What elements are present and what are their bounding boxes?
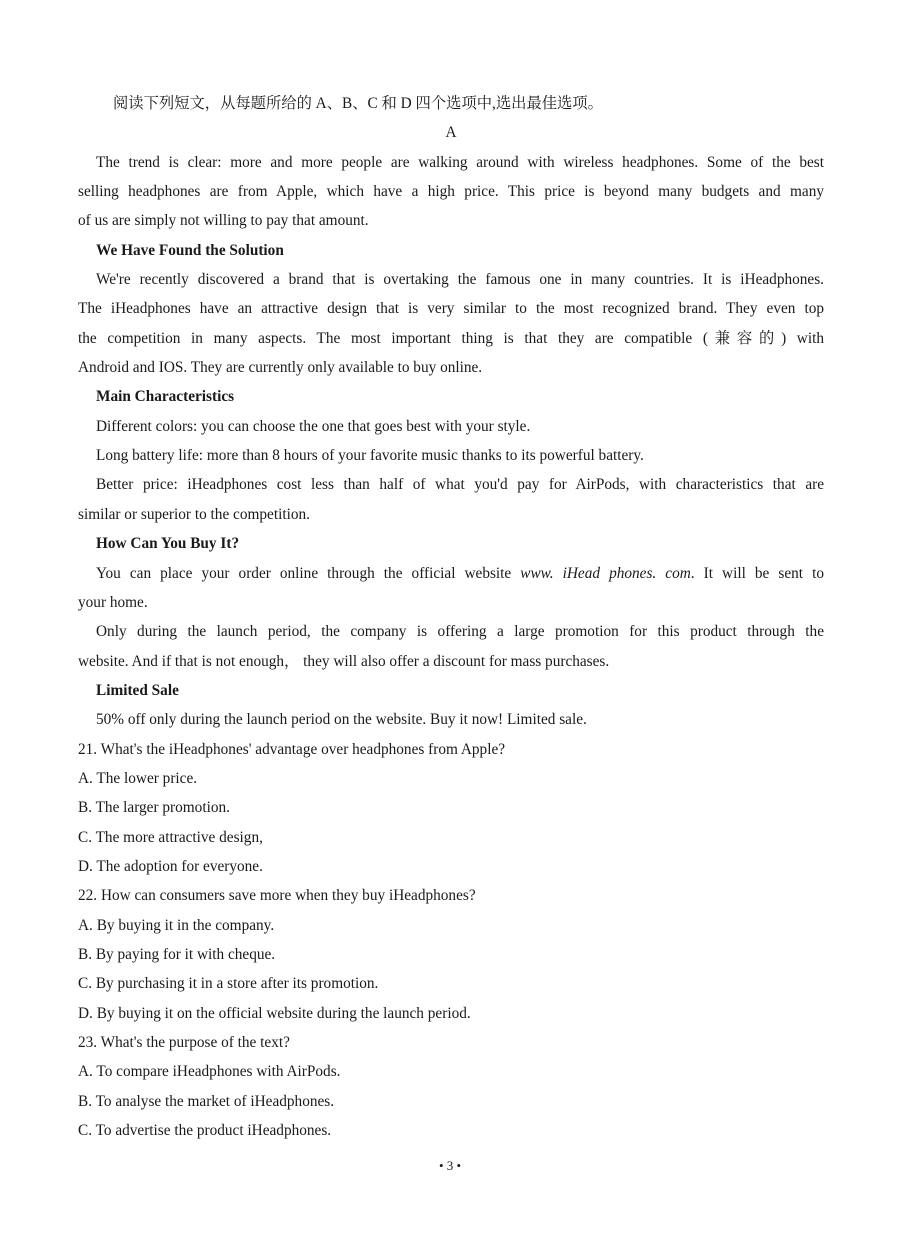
website-url: www. iHead phones. com <box>520 564 691 582</box>
option: C. The more attractive design, <box>78 828 263 846</box>
option: A. To compare iHeadphones with AirPods. <box>78 1063 341 1081</box>
paragraph-2-line: Android and IOS. They are currently only available to buy online. <box>78 359 483 377</box>
option: A. The lower price. <box>78 769 198 787</box>
option: B. To analyse the market of iHeadphones. <box>78 1092 335 1110</box>
characteristic-colors: Different colors: you can choose the one that goes best with your style. <box>96 417 531 435</box>
heading-solution: We Have Found the Solution <box>96 241 284 259</box>
heading-buy: How Can You Buy It? <box>96 535 240 553</box>
option: B. The larger promotion. <box>78 799 230 817</box>
paragraph-2-line: the competition in many aspects. The most important thing is that they are compatible (兼容的) with <box>78 329 824 347</box>
paragraph-promotion-line: Only during the launch period, the company is offering a large promotion for this product through the <box>96 623 824 641</box>
page-number: • 3 • <box>438 1158 462 1173</box>
paragraph-1-line: The trend is clear: more and more people are walking around with wireless headphones. Some of the best <box>96 153 824 171</box>
paragraph-order-line: your home. <box>78 593 148 611</box>
paragraph-2-line: The iHeadphones have an attractive design that is very similar to the most recognized brand. They even top <box>78 300 824 318</box>
heading-limited-sale: Limited Sale <box>96 681 179 699</box>
option: A. By buying it in the company. <box>78 916 275 934</box>
paragraph-2-line: We're recently discovered a brand that is overtaking the famous one in many countries. It is iHeadphones. <box>96 271 824 289</box>
paragraph-1-line: of us are simply not willing to pay that amount. <box>78 212 369 230</box>
question-23: 23. What's the purpose of the text? <box>78 1034 290 1051</box>
option: D. By buying it on the official website during the launch period. <box>78 1004 471 1022</box>
text: You can place your order online through the official website <box>96 564 521 582</box>
heading-characteristics: Main Characteristics <box>96 388 235 406</box>
characteristic-price-line: Better price: iHeadphones cost less than half of what you'd pay for AirPods, with characteristics that are <box>96 476 824 494</box>
instruction: 阅读下列短文，从每题所给的 A、B、C 和 D 四个选项中,选出最佳选项。 <box>113 95 603 112</box>
section-title: A <box>445 124 457 142</box>
sale-text: 50% off only during the launch period on the website. Buy it now! Limited sale. <box>96 711 587 729</box>
document-page <box>78 89 824 1145</box>
option: B. By paying for it with cheque. <box>78 945 276 963</box>
option: C. To advertise the product iHeadphones. <box>78 1122 332 1140</box>
option: C. By purchasing it in a store after its promotion. <box>78 975 379 993</box>
characteristic-battery: Long battery life: more than 8 hours of your favorite music thanks to its powerful battery. <box>96 447 644 465</box>
option: D. The adoption for everyone. <box>78 857 263 875</box>
paragraph-promotion-line: website. And if that is not enough， they will also offer a discount for mass purchases. <box>78 652 610 670</box>
text: . It will be sent to <box>690 564 824 582</box>
paragraph-1-line: selling headphones are from Apple, which have a high price. This price is beyond many budgets and many <box>78 183 824 201</box>
question-22: 22. How can consumers save more when they buy iHeadphones? <box>78 887 476 905</box>
paragraph-order-line <box>78 559 824 588</box>
characteristic-price-line: similar or superior to the competition. <box>78 505 310 523</box>
question-21: 21. What's the iHeadphones' advantage over headphones from Apple? <box>78 740 506 758</box>
